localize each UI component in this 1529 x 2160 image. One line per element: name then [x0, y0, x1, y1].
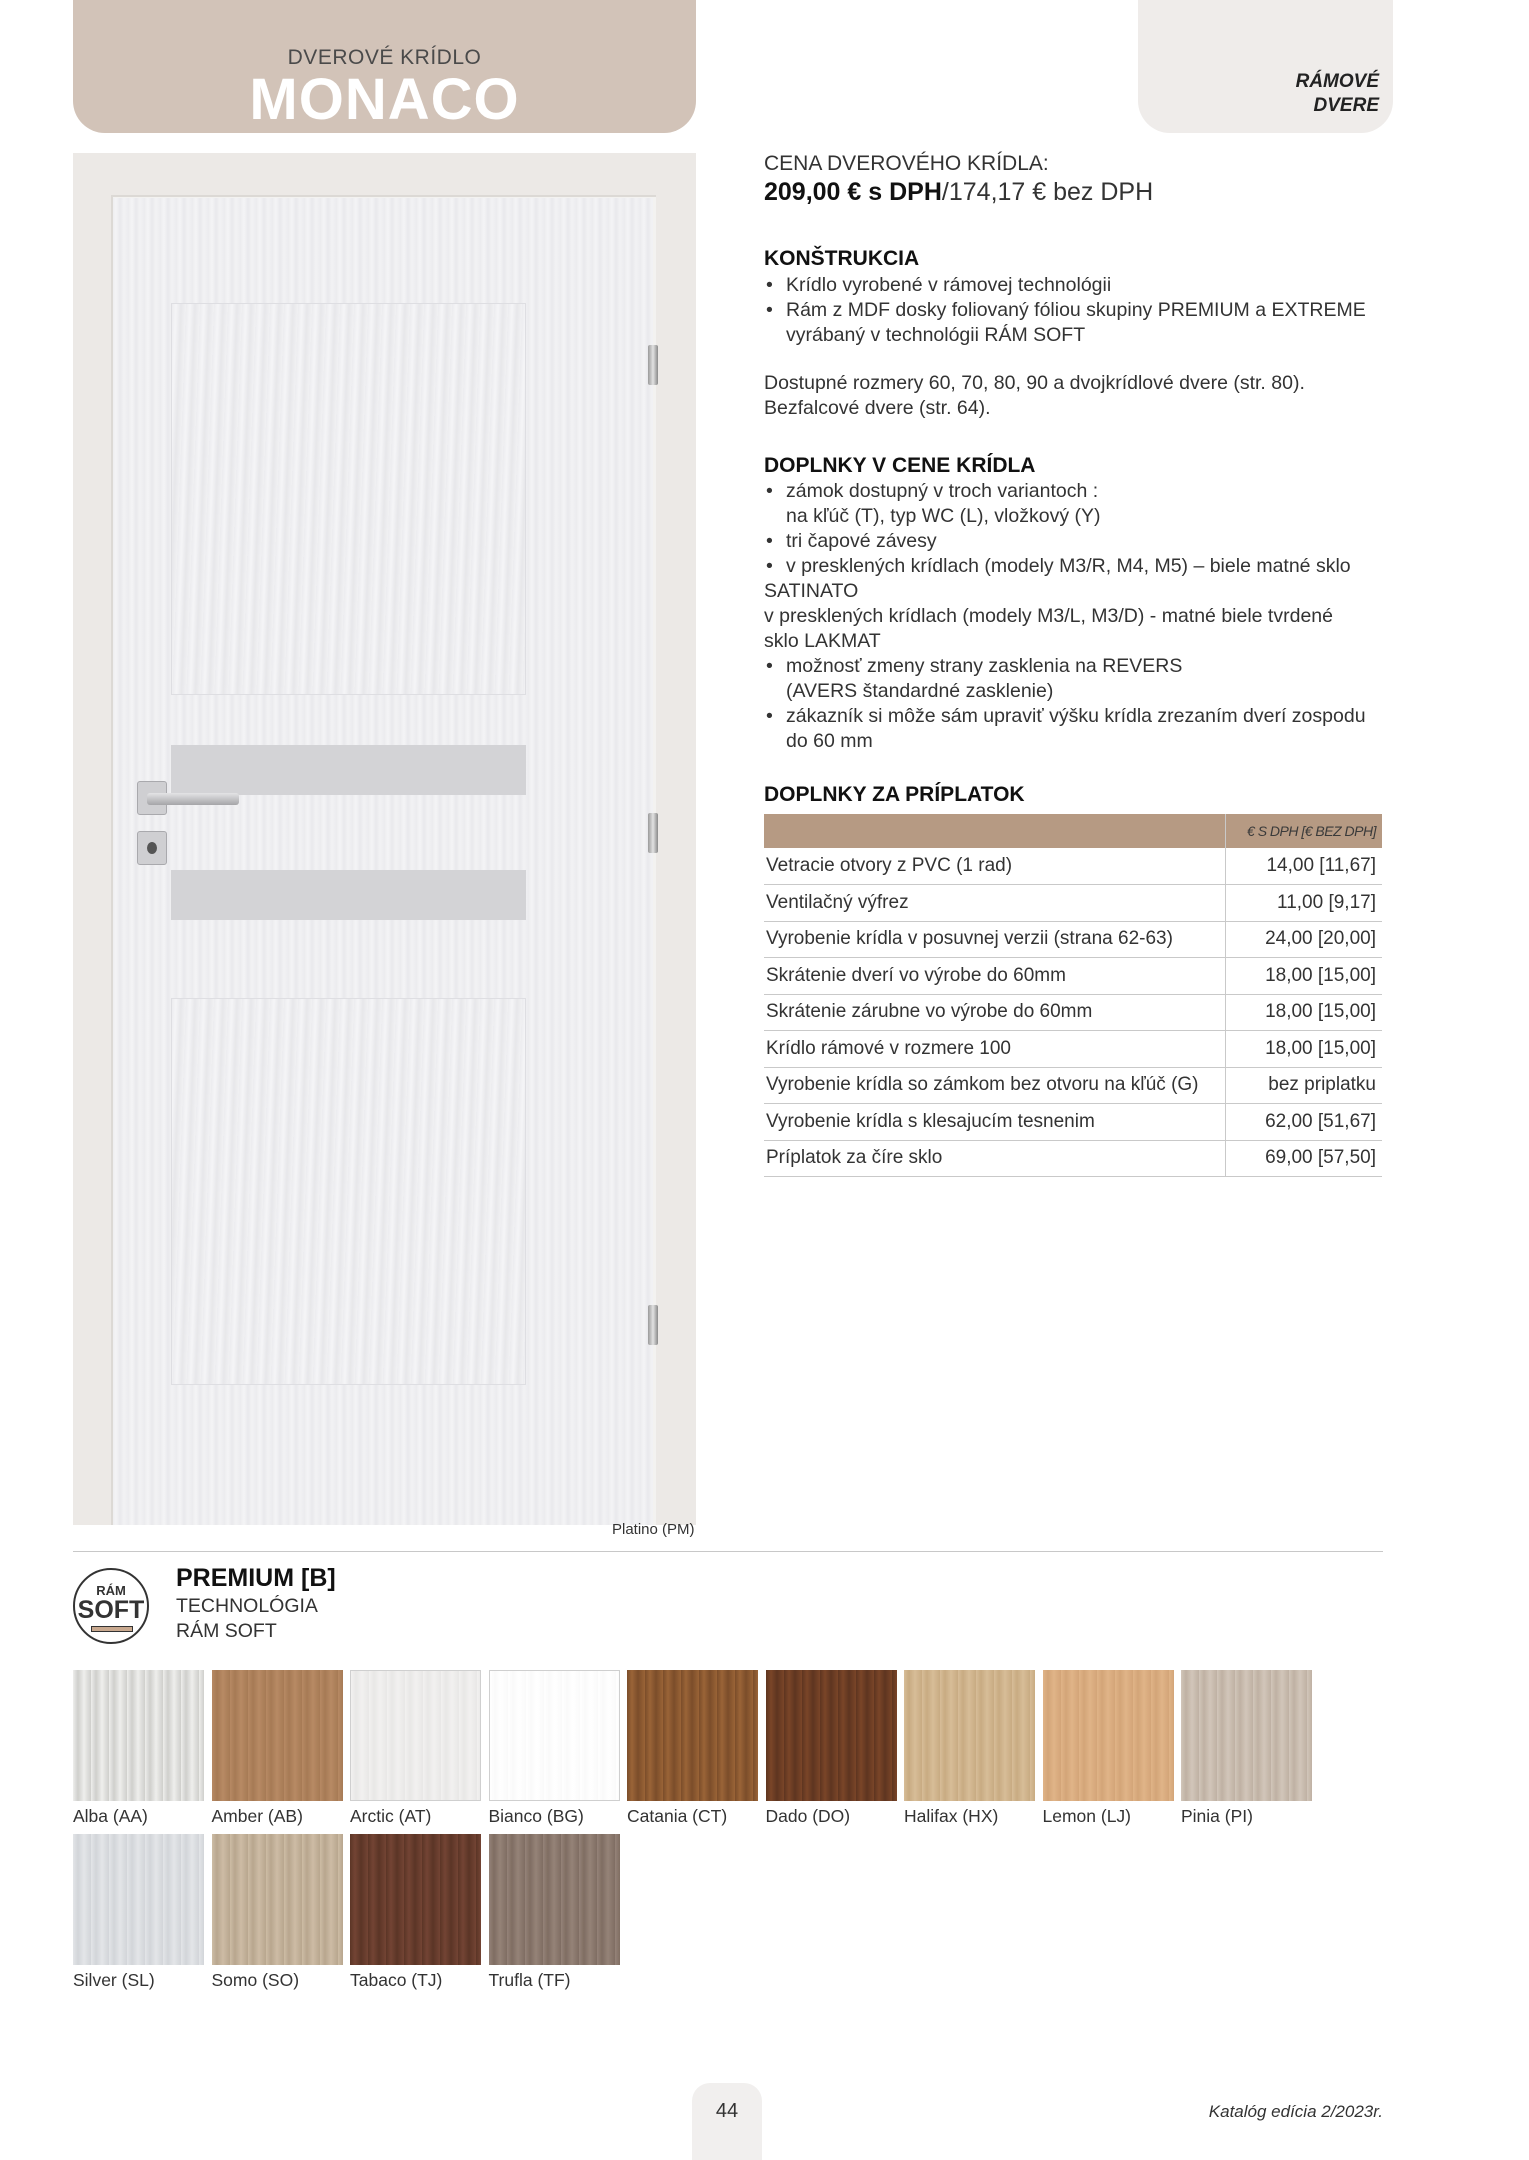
surcharge-item-name: Ventilačný výfrez [764, 885, 1225, 922]
category-label [1296, 70, 1379, 118]
surcharge-item-price: 18,00 [15,00] [1225, 958, 1382, 995]
list-item-text-cont: do 60 mm [786, 730, 873, 752]
category-tab [1138, 0, 1393, 133]
color-swatch [212, 1670, 343, 1801]
list-item [764, 529, 1384, 554]
construction-title: KONŠTRUKCIA [764, 247, 920, 270]
surcharge-item-price: bez priplatku [1225, 1067, 1382, 1104]
list-item-text: Rám z MDF dosky foliovaný fóliou skupiny PREMIUM a EXTREME [786, 299, 1366, 321]
swatch-label: Dado (DO) [765, 1806, 851, 1826]
table-row [764, 1140, 1382, 1177]
category-line-1: RÁMOVÉ [1295, 71, 1379, 92]
surcharge-item-name: Vyrobenie krídla s klesajucím tesnenim [764, 1104, 1225, 1141]
price-label: CENA DVEROVÉHO KRÍDLA: [764, 152, 1049, 175]
premium-sub-line-2: RÁM SOFT [176, 1620, 277, 1642]
list-item-text-cont: v presklených krídlach (modely M3/L, M3/D) - matné biele tvrdené [764, 605, 1333, 627]
swatch-label: Catania (CT) [627, 1806, 728, 1826]
surcharge-item-price: 14,00 [11,67] [1225, 848, 1382, 885]
price-with-vat: 209,00 € s DPH [764, 178, 942, 206]
surcharge-item-price: 18,00 [15,00] [1225, 1031, 1382, 1068]
list-item-text-cont: SATINATO [764, 580, 859, 602]
surcharge-item-price: 11,00 [9,17] [1225, 885, 1382, 922]
door-handle-icon [147, 793, 239, 805]
table-header-name [764, 814, 1225, 848]
color-swatch [766, 1670, 897, 1801]
color-swatch [212, 1834, 343, 1965]
logo-main-text: SOFT [77, 1596, 145, 1624]
table-header-price: € S DPH [€ BEZ DPH] [1225, 814, 1382, 848]
hinge-icon [648, 345, 658, 385]
swatch-label: Somo (SO) [211, 1970, 300, 1990]
construction-list [764, 273, 1384, 348]
logo-top-text: RÁM [96, 1583, 126, 1598]
swatch-label: Bianco (BG) [488, 1806, 584, 1826]
table-row [764, 921, 1382, 958]
door-panel-top [171, 303, 526, 695]
dimensions-line-2: Bezfalcové dvere (str. 64). [764, 397, 991, 419]
table-row [764, 1031, 1382, 1068]
dimensions-paragraph [764, 371, 1384, 421]
category-line-2: DVERE [1313, 95, 1379, 116]
surcharge-item-price: 69,00 [57,50] [1225, 1140, 1382, 1177]
price-without-vat: /174,17 € bez DPH [941, 178, 1154, 206]
list-item-text-cont: sklo LAKMAT [764, 630, 881, 652]
swatch-label: Lemon (LJ) [1042, 1806, 1132, 1826]
included-list [764, 479, 1384, 754]
surcharge-item-name: Vyrobenie krídla v posuvnej verzii (strana 62-63) [764, 921, 1225, 958]
list-item-text: v presklených krídlach (modely M3/R, M4, M5) – biele matné sklo [786, 555, 1351, 577]
list-item-text: zákazník si môže sám upraviť výšku krídla zrezaním dverí zospodu [786, 705, 1366, 727]
table-row [764, 885, 1382, 922]
list-item [764, 273, 1384, 298]
price-value [764, 178, 1153, 207]
door-finish-caption: Platino (PM) [612, 1521, 695, 1538]
swatch-label: Arctic (AT) [350, 1806, 432, 1826]
page-number: 44 [715, 2100, 739, 2122]
list-item [764, 479, 1384, 529]
color-swatch [489, 1670, 620, 1801]
color-swatch [904, 1670, 1035, 1801]
premium-subtitle [176, 1594, 318, 1644]
list-item-text-cont: (AVERS štandardné zasklenie) [786, 680, 1054, 702]
dimensions-line-1: Dostupné rozmery 60, 70, 80, 90 a dvojkrídlové dvere (str. 80). [764, 372, 1305, 394]
swatch-label: Amber (AB) [211, 1806, 303, 1826]
ram-soft-logo [73, 1568, 149, 1644]
color-swatch [73, 1834, 204, 1965]
section-divider [73, 1551, 1383, 1552]
door-image [73, 153, 696, 1525]
hinge-icon [648, 813, 658, 853]
list-item [764, 704, 1384, 754]
surcharge-item-price: 18,00 [15,00] [1225, 994, 1382, 1031]
color-swatch [489, 1834, 620, 1965]
door-leaf [113, 198, 653, 1525]
surcharge-item-name: Vetracie otvory z PVC (1 rad) [764, 848, 1225, 885]
list-item-text-cont: vyrábaný v technológii RÁM SOFT [786, 324, 1086, 346]
list-item [764, 298, 1384, 348]
swatch-label: Trufla (TF) [488, 1970, 571, 1990]
swatch-label: Tabaco (TJ) [350, 1970, 443, 1990]
header-tab [73, 0, 696, 133]
surcharge-item-name: Príplatok za číre sklo [764, 1140, 1225, 1177]
list-item-text: Krídlo vyrobené v rámovej technológii [786, 274, 1112, 296]
list-item-text: tri čapové závesy [786, 530, 937, 552]
swatch-label: Silver (SL) [73, 1970, 155, 1990]
premium-sub-line-1: TECHNOLÓGIA [176, 1595, 318, 1617]
product-type: DVEROVÉ KRÍDLO [287, 46, 482, 69]
surcharge-table [764, 814, 1382, 1177]
color-swatch [350, 1670, 481, 1801]
logo-profile-icon [91, 1626, 133, 1632]
product-title: MONACO [249, 67, 520, 132]
surcharge-item-price: 24,00 [20,00] [1225, 921, 1382, 958]
door-glass-2 [171, 870, 526, 920]
door-panel-bottom [171, 998, 526, 1385]
color-swatch [1181, 1670, 1312, 1801]
surcharge-item-price: 62,00 [51,67] [1225, 1104, 1382, 1141]
surcharge-item-name: Krídlo rámové v rozmere 100 [764, 1031, 1225, 1068]
surcharge-title: DOPLNKY ZA PRÍPLATOK [764, 783, 1025, 806]
color-swatch [73, 1670, 204, 1801]
table-row [764, 958, 1382, 995]
premium-title: PREMIUM [B] [176, 1564, 336, 1592]
catalog-edition: Katalóg edícia 2/2023r. [1208, 2102, 1383, 2121]
included-title: DOPLNKY V CENE KRÍDLA [764, 454, 1036, 477]
list-item [764, 554, 1384, 654]
color-swatch [350, 1834, 481, 1965]
swatch-label: Halifax (HX) [904, 1806, 999, 1826]
table-row [764, 848, 1382, 885]
list-item-text: zámok dostupný v troch variantoch : [786, 480, 1099, 502]
table-header-row [764, 814, 1382, 848]
surcharge-item-name: Vyrobenie krídla so zámkom bez otvoru na kľúč (G) [764, 1067, 1225, 1104]
swatch-label: Pinia (PI) [1181, 1806, 1253, 1826]
color-swatch [1043, 1670, 1174, 1801]
table-row [764, 994, 1382, 1031]
color-swatch [627, 1670, 758, 1801]
swatch-label: Alba (AA) [73, 1806, 148, 1826]
surcharge-item-name: Skrátenie dverí vo výrobe do 60mm [764, 958, 1225, 995]
surcharge-item-name: Skrátenie zárubne vo výrobe do 60mm [764, 994, 1225, 1031]
list-item-text-cont: na kľúč (T), typ WC (L), vložkový (Y) [786, 505, 1101, 527]
table-row [764, 1104, 1382, 1141]
table-row [764, 1067, 1382, 1104]
hinge-icon [648, 1305, 658, 1345]
door-glass-1 [171, 745, 526, 795]
list-item [764, 654, 1384, 704]
keyhole-icon [147, 842, 157, 854]
list-item-text: možnosť zmeny strany zasklenia na REVERS [786, 655, 1183, 677]
